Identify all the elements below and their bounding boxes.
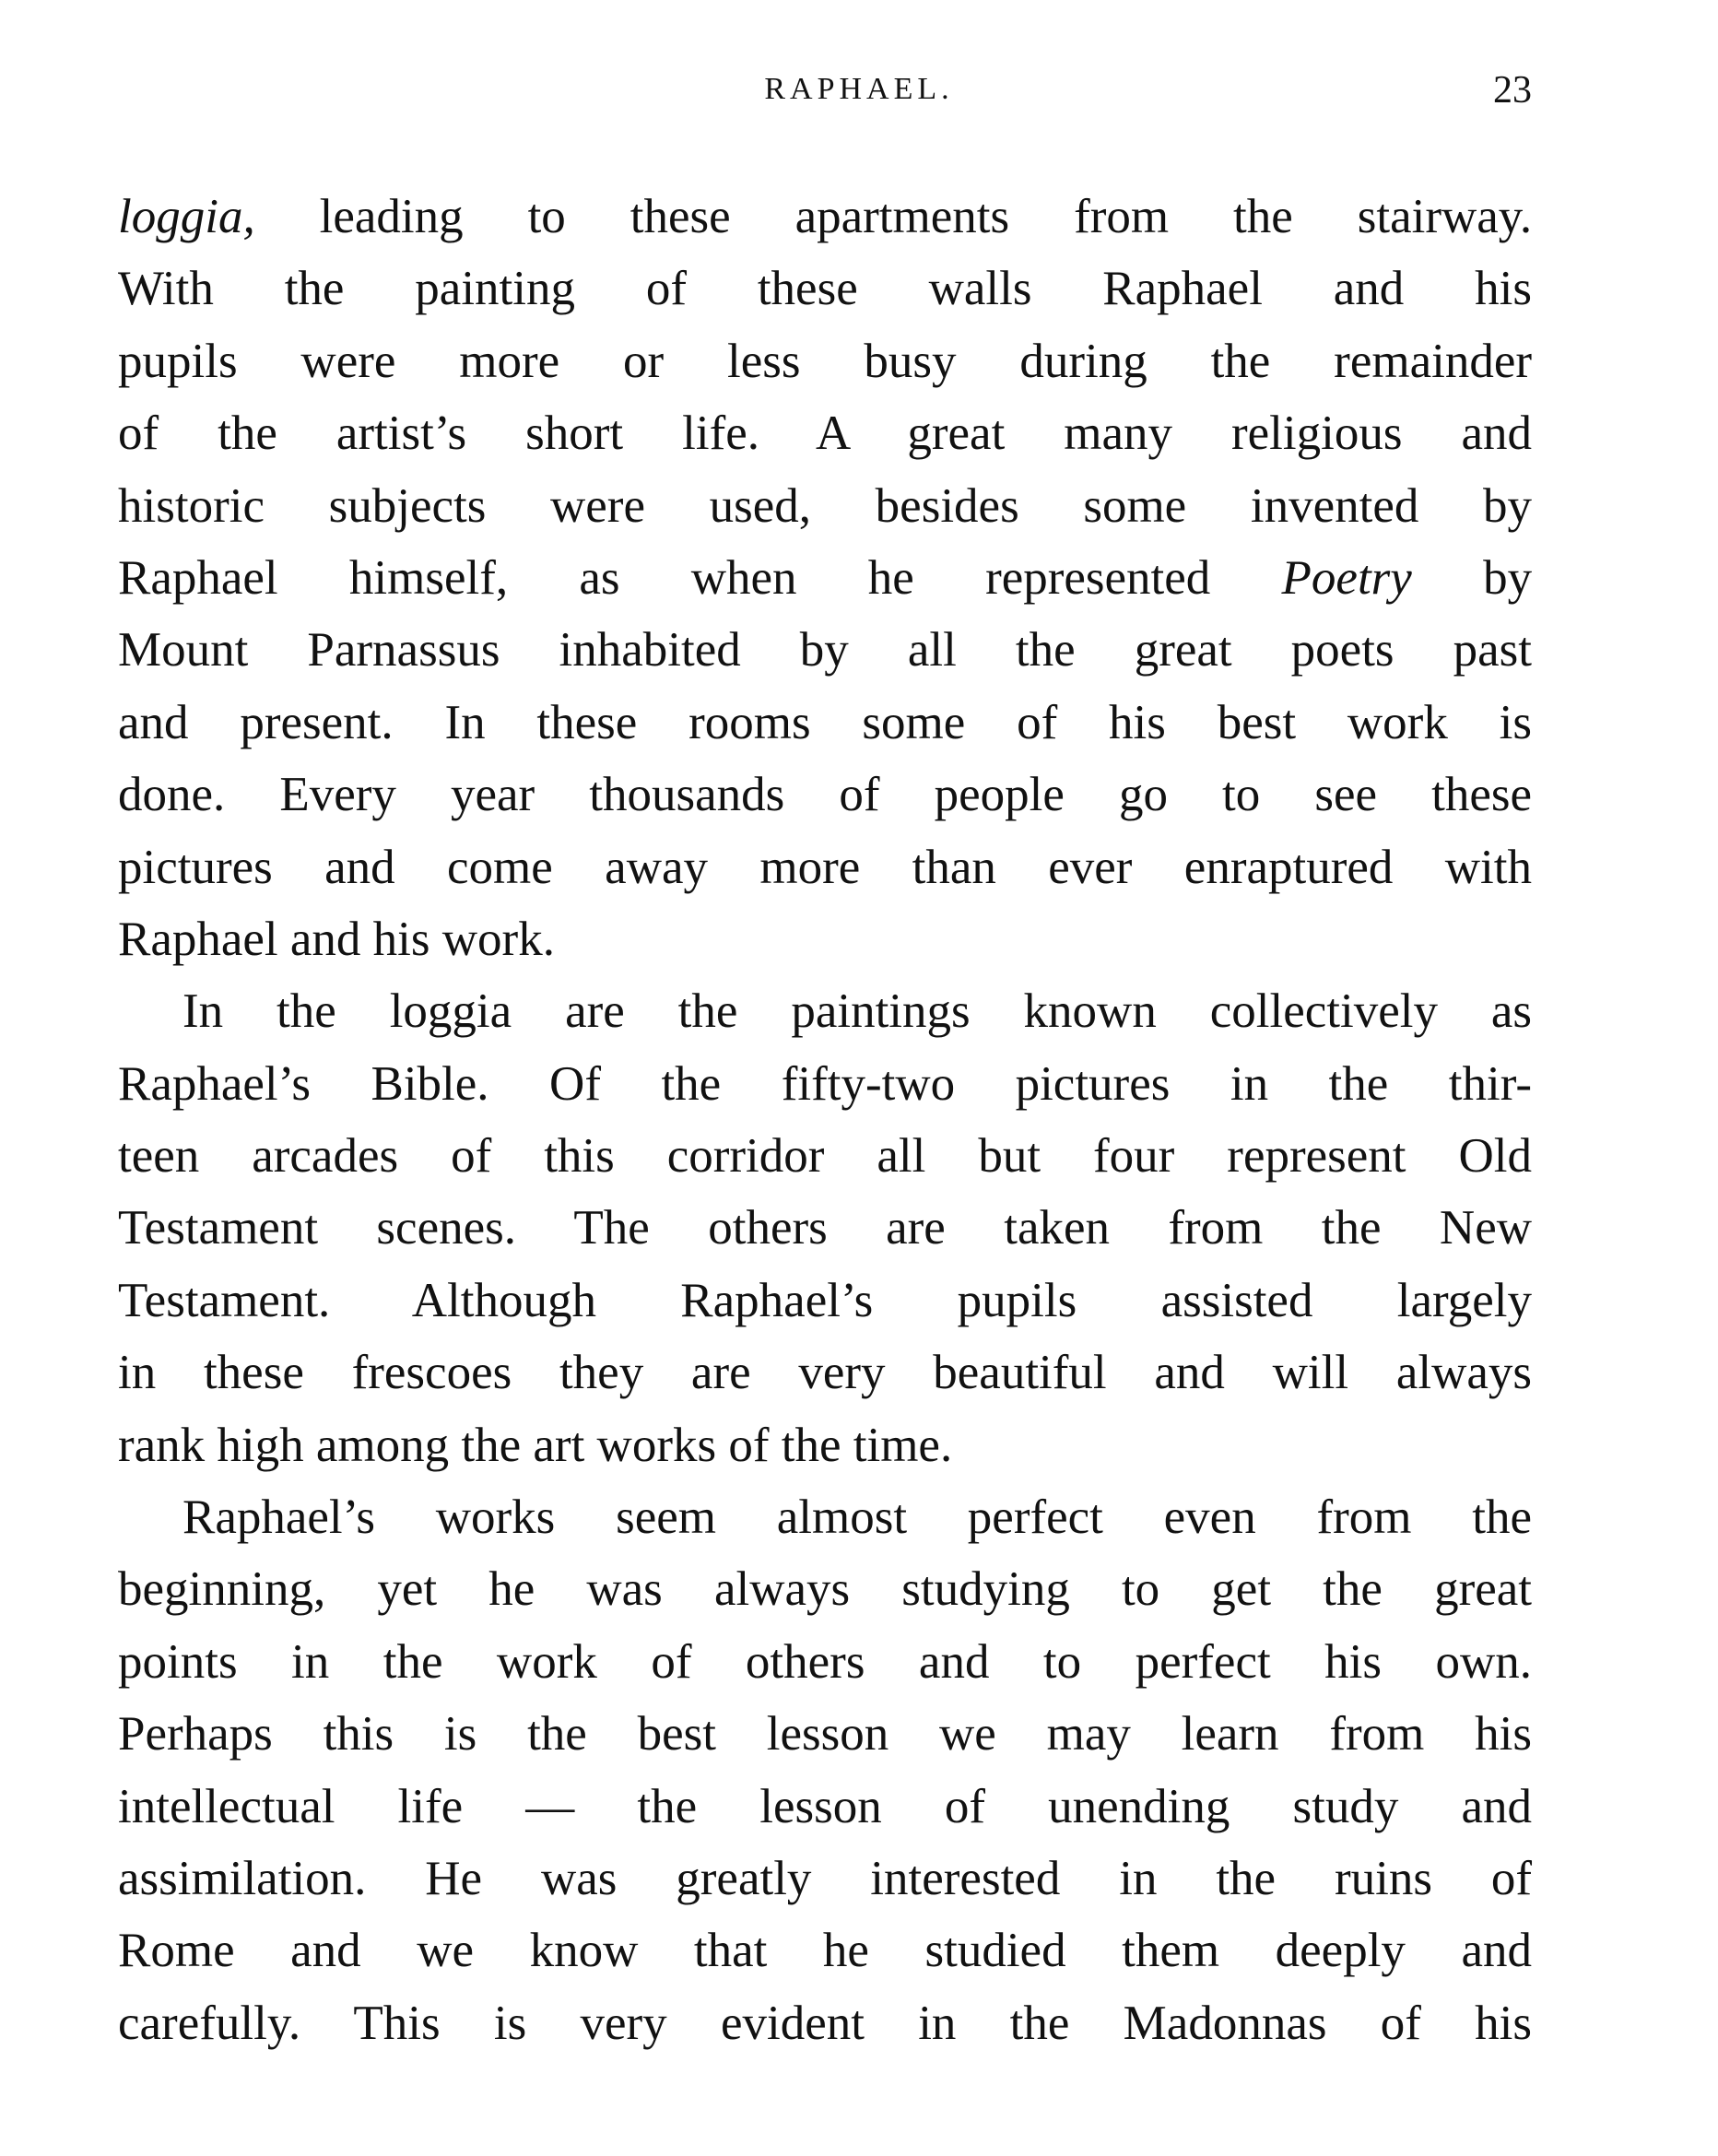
- body-text: [118, 181, 1532, 2059]
- text-line: Perhaps this is the best lesson we may learn from his: [118, 1707, 1532, 1761]
- text-line: in these frescoes they are very beautiful and will always: [118, 1346, 1532, 1400]
- text-line: Mount Parnassus inhabited by all the great poets past: [118, 623, 1532, 677]
- text-line: pupils were more or less busy during the remainder: [118, 334, 1532, 388]
- text-line: intellectual life — the lesson of unending study and: [118, 1779, 1532, 1833]
- running-title: RAPHAEL.: [764, 72, 954, 106]
- text-line: With the painting of these walls Raphael and his: [118, 262, 1532, 316]
- text-line: of the artist’s short life. A great many religious and: [118, 406, 1532, 461]
- text-line: loggia, leading to these apartments from the stairway.: [118, 190, 1533, 243]
- text-line: pictures and come away more than ever enraptured with: [118, 840, 1532, 894]
- text-line: teen arcades of this corridor all but four represent Old: [118, 1129, 1532, 1184]
- text-line: done. Every year thousands of people go to see these: [118, 768, 1532, 822]
- text-line: In the loggia are the paintings known collectively as: [182, 984, 1532, 1039]
- text-line: beginning, yet he was always studying to get the great: [118, 1562, 1532, 1617]
- text-line: Raphael’s works seem almost perfect even from the: [182, 1490, 1532, 1545]
- text-line: Testament scenes. The others are taken from the New: [118, 1201, 1532, 1255]
- text-line: points in the work of others and to perfect his own.: [118, 1634, 1532, 1689]
- page-number: 23: [1493, 69, 1532, 112]
- text-line: Raphael’s Bible. Of the fifty-two pictures in the thir-: [118, 1056, 1532, 1111]
- text-line: rank high among the art works of the time.: [118, 1418, 953, 1472]
- text-line: Testament. Although Raphael’s pupils assisted largely: [118, 1273, 1532, 1327]
- text-line: assimilation. He was greatly interested in the ruins of: [118, 1851, 1532, 1905]
- text-line: Raphael and his work.: [118, 912, 555, 966]
- text-line: Raphael himself, as when he represented Poetry by: [118, 550, 1533, 605]
- text-line: and present. In these rooms some of his best work is: [118, 695, 1532, 749]
- running-head: [0, 69, 1718, 127]
- text-line: Rome and we know that he studied them deeply and: [118, 1924, 1532, 1978]
- text-line: historic subjects were used, besides some invented by: [118, 478, 1532, 533]
- text-line: carefully. This is very evident in the Madonnas of his: [118, 1996, 1532, 2050]
